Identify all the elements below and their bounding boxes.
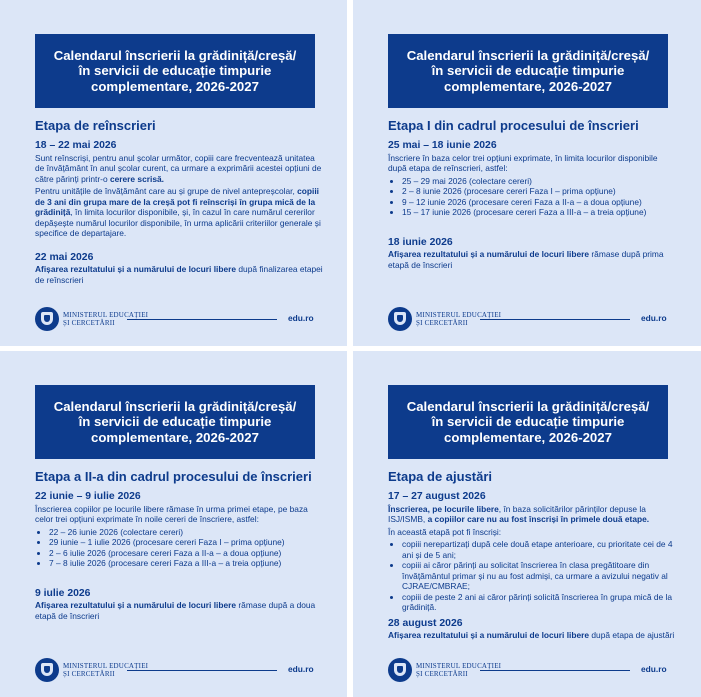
stage-heading: Etapa de reînscrieri <box>35 118 156 133</box>
card-title <box>388 34 668 108</box>
eligibility-list <box>388 539 678 613</box>
website-link[interactable]: edu.ro <box>641 313 667 323</box>
paragraph-bold: cerere scrisă. <box>109 173 164 184</box>
paragraph: În această etapă pot fi înscriși: <box>388 526 502 537</box>
title-line-1: Calendarul înscrierii la grădiniță/creșă/ <box>53 398 297 414</box>
list-item: • copiii nerepartizați după cele două etape anterioare, cu prioritate cei de 4 ani și de 5 ani; <box>402 539 678 560</box>
card-content <box>388 469 678 643</box>
card-title <box>35 34 315 108</box>
title-line-3: complementare, 2026-2027 <box>444 429 612 445</box>
paragraph-text: Pentru unitățile de învățământ care au și grupe de nivel antepreșcolar, <box>35 186 298 196</box>
paragraph: Înscrierea copiilor pe locurile libere rămase în urma primei etape, pe baza celor trei opțiuni exprimate în noile cereri de înscriere, astfel: <box>35 503 308 524</box>
footer-divider <box>127 670 277 671</box>
list-item: • 15 – 17 iunie 2026 (procesare cereri Faza a III-a – a treia opțiune) <box>402 207 678 218</box>
list-item: • 7 – 8 iulie 2026 (procesare cereri Faza a III-a – a treia opțiune) <box>49 558 325 569</box>
paragraph-bold: Afișarea rezultatului și a numărului de locuri libere <box>35 264 237 274</box>
paragraph: Înscriere în baza celor trei opțiuni exprimate, în limita locurilor disponibile după etapa de reînscrieri, astfel: <box>388 152 658 173</box>
results-date: 22 mai 2026 <box>35 251 94 263</box>
ministry-crest-icon <box>35 307 59 331</box>
footer-divider <box>480 670 630 671</box>
paragraph-text: rămase după prima etapă de înscrieri <box>388 249 664 270</box>
list-item: • copiii de peste 2 ani ai căror părinți solicită înscrierea în grupa mică de la grădiniță. <box>402 592 678 613</box>
ministry-line-2: ȘI CERCETĂRII <box>63 319 115 327</box>
card-title <box>388 385 668 459</box>
paragraph-text: , în limita locurilor disponibile, și, în cazul în care numărul cererilor depășește numărul locurilor disponibile, în urma aplicării criteriilor generale și specifice de departajare. <box>35 207 321 238</box>
paragraph-bold: Afișarea rezultatului și a numărului de locuri libere <box>388 630 590 640</box>
title-line-2: în servicii de educație timpurie <box>78 63 272 79</box>
calendar-card-ajustari <box>353 351 701 697</box>
ministry-crest-icon <box>388 658 412 682</box>
website-link[interactable]: edu.ro <box>641 664 667 674</box>
website-link[interactable]: edu.ro <box>288 313 314 323</box>
calendar-card-reinscrieri <box>0 0 347 346</box>
paragraph <box>388 630 678 641</box>
ministry-crest-icon <box>388 307 412 331</box>
paragraph <box>35 264 325 285</box>
card-title <box>35 385 315 459</box>
paragraph-bold: Afișarea rezultatului și a numărului de locuri libere <box>388 249 590 259</box>
date-range: 17 – 27 august 2026 <box>388 491 486 502</box>
date-range: 18 – 22 mai 2026 <box>35 140 117 151</box>
footer-divider <box>480 319 630 320</box>
paragraph-bold: Înscrierea, pe locurile libere <box>388 503 499 514</box>
website-link[interactable]: edu.ro <box>288 664 314 674</box>
title-line-3: complementare, 2026-2027 <box>91 78 259 94</box>
ministry-line-1: MINISTERUL EDUCAȚIEI <box>63 311 149 319</box>
results-date: 18 iunie 2026 <box>388 236 453 248</box>
schedule-list <box>35 527 325 569</box>
paragraph <box>35 600 325 621</box>
paragraph <box>388 249 678 270</box>
footer <box>35 658 315 684</box>
results-date: 28 august 2026 <box>388 617 463 629</box>
ministry-line-2: ȘI CERCETĂRII <box>63 670 115 678</box>
title-line-1: Calendarul înscrierii la grădiniță/creșă/ <box>406 47 650 63</box>
results-date: 9 iulie 2026 <box>35 587 91 599</box>
card-content <box>388 118 678 272</box>
list-item: • 9 – 12 iunie 2026 (procesare cereri Faza a II-a – a doua opțiune) <box>402 197 678 208</box>
title-line-3: complementare, 2026-2027 <box>91 429 259 445</box>
list-item: • 22 – 26 iunie 2026 (colectare cereri) <box>49 527 325 538</box>
ministry-line-1: MINISTERUL EDUCAȚIEI <box>416 311 502 319</box>
date-range: 25 mai – 18 iunie 2026 <box>388 140 497 151</box>
paragraph <box>35 153 325 185</box>
title-line-2: în servicii de educație timpurie <box>431 414 625 430</box>
title-line-1: Calendarul înscrierii la grădiniță/creșă/ <box>406 398 650 414</box>
title-line-1: Calendarul înscrierii la grădiniță/creșă/ <box>53 47 297 63</box>
paragraph-text: după etapa de ajustări <box>589 630 675 640</box>
ministry-line-2: ȘI CERCETĂRII <box>416 670 468 678</box>
stage-heading: Etapa I din cadrul procesului de înscrieri <box>388 118 639 133</box>
footer <box>388 307 668 333</box>
list-item: • 25 – 29 mai 2026 (colectare cereri) <box>402 176 678 187</box>
calendar-card-etapa-2 <box>0 351 347 697</box>
paragraph-bold: a copiilor care nu au fost înscriși în primele două etape. <box>427 514 650 524</box>
paragraph-text: , în baza solicitărilor părinților depuse la ISJ/ISMB, <box>388 503 646 524</box>
footer-divider <box>127 319 277 320</box>
paragraph-text: rămase după a doua etapă de înscrieri <box>35 600 316 621</box>
paragraph-text: după finalizarea etapei de reînscrieri <box>35 264 323 285</box>
paragraph-bold: copiii de 3 ani din grupa mare de la creșă pot fi reînscriși în grupa mică de la grădiniță <box>35 186 319 217</box>
title-line-2: în servicii de educație timpurie <box>78 414 272 430</box>
card-content <box>35 469 325 623</box>
ministry-crest-icon <box>35 658 59 682</box>
list-item: • 29 iunie – 1 iulie 2026 (procesare cereri Faza I – prima opțiune) <box>49 537 325 548</box>
paragraph <box>35 186 325 239</box>
stage-heading: Etapa a II-a din cadrul procesului de înscrieri <box>35 469 312 484</box>
footer <box>35 307 315 333</box>
ministry-line-1: MINISTERUL EDUCAȚIEI <box>63 662 149 670</box>
paragraph-bold: Afișarea rezultatului și a numărului de locuri libere <box>35 600 237 610</box>
date-range: 22 iunie – 9 iulie 2026 <box>35 491 141 502</box>
ministry-line-2: ȘI CERCETĂRII <box>416 319 468 327</box>
list-item: • 2 – 8 iunie 2026 (procesare cereri Faza I – prima opțiune) <box>402 186 678 197</box>
ministry-line-1: MINISTERUL EDUCAȚIEI <box>416 662 502 670</box>
paragraph <box>388 504 678 525</box>
title-line-3: complementare, 2026-2027 <box>444 78 612 94</box>
stage-heading: Etapa de ajustări <box>388 469 493 484</box>
list-item: • copiii ai căror părinți au solicitat înscrierea în clasa pregătitoare din învățământul primar și nu au fost admiși, ca urmare a avizului negativ al CJRAE/CMBRAE; <box>402 560 678 592</box>
paragraph-text: Sunt reînscriși, pentru anul școlar următor, copiii care frecventează unitatea de învățământ în anul școlar curent, ca urmare a exprimării acestei opțiuni de către părinți printr-o <box>35 152 322 184</box>
title-line-2: în servicii de educație timpurie <box>431 63 625 79</box>
card-content <box>35 118 325 287</box>
footer <box>388 658 668 684</box>
calendar-card-etapa-1 <box>353 0 701 346</box>
list-item: • 2 – 6 iulie 2026 (procesare cereri Faza a II-a – a doua opțiune) <box>49 548 325 559</box>
schedule-list <box>388 176 678 218</box>
